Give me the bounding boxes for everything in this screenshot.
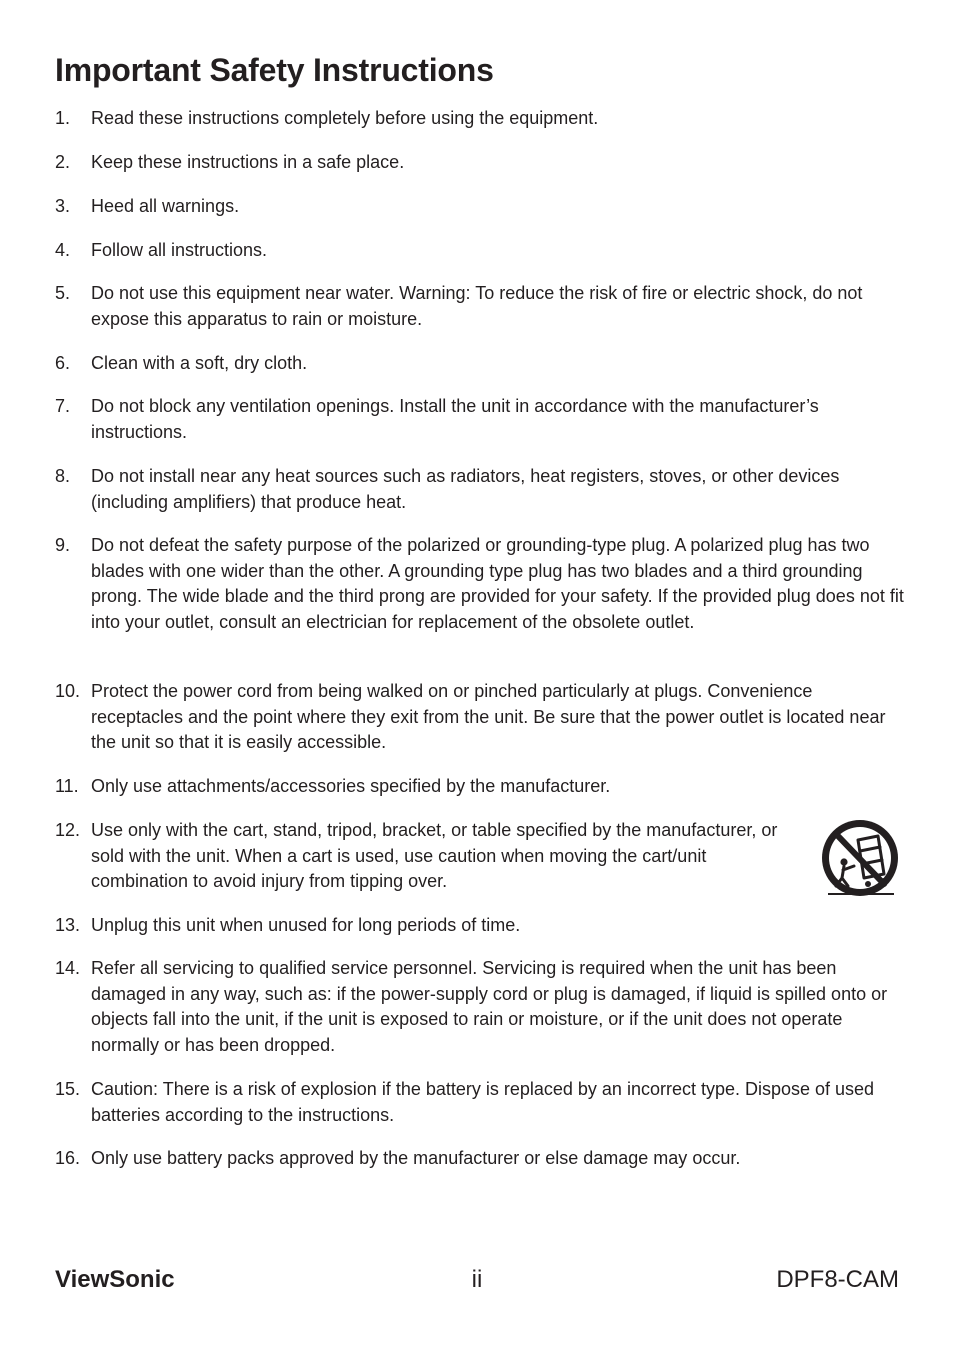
item-text: Do not use this equipment near water. Warning: To reduce the risk of fire or electric shock, do not expose this apparatus to rain or moisture.	[91, 283, 863, 329]
item-number: 8.	[55, 466, 71, 486]
instruction-item	[55, 281, 905, 332]
instruction-item	[55, 464, 905, 515]
instruction-item	[55, 1146, 905, 1172]
instruction-item	[55, 106, 905, 132]
item-text: Caution: There is a risk of explosion if the battery is replaced by an incorrect type. Dispose of used batteries according to the instructions.	[91, 1079, 875, 1125]
item-number: 16.	[55, 1148, 81, 1168]
item-text: Follow all instructions.	[91, 240, 268, 260]
item-text: Unplug this unit when unused for long periods of time.	[91, 915, 521, 935]
item-text: Do not defeat the safety purpose of the polarized or grounding-type plug. A polarized plug has two blades with one wider than the other. A grounding type plug has two blades and a third grounding prong. The wide blade and the third prong are provided for your safety. If the provided plug does not fit into your outlet, consult an electrician for replacement of the obsolete outlet.	[91, 535, 904, 632]
instruction-item	[55, 913, 905, 939]
item-number: 3.	[55, 196, 71, 216]
item-text: Keep these instructions in a safe place.	[91, 152, 405, 172]
item-number: 2.	[55, 152, 71, 172]
item-text: Do not block any ventilation openings. Install the unit in accordance with the manufacturer’s instructions.	[91, 396, 819, 442]
instruction-item	[55, 238, 905, 264]
item-text: Clean with a soft, dry cloth.	[91, 353, 308, 373]
footer-brand: ViewSonic	[55, 1266, 175, 1293]
item-number: 5.	[55, 283, 71, 303]
instruction-item	[55, 394, 905, 445]
item-text: Read these instructions completely before using the equipment.	[91, 108, 599, 128]
instruction-item	[55, 194, 905, 220]
cart-tip-over-warning-icon	[818, 818, 902, 902]
item-number: 14.	[55, 958, 81, 978]
item-number: 7.	[55, 396, 71, 416]
item-text: Refer all servicing to qualified service personnel. Servicing is required when the unit has been damaged in any way, such as: if the power-supply cord or plug is damaged, if liquid is spilled onto or objects fall into the unit, if the unit is exposed to rain or moisture, or if the unit does not operate normally or has been dropped.	[91, 958, 888, 1055]
item-text: Heed all warnings.	[91, 196, 240, 216]
footer-page-number: ii	[471, 1266, 483, 1293]
item-number: 13.	[55, 915, 81, 935]
footer-model-number: DPF8-CAM	[776, 1266, 899, 1293]
item-number: 10.	[55, 681, 81, 701]
instruction-item	[55, 351, 905, 377]
item-text: Only use attachments/accessories specified by the manufacturer.	[91, 776, 611, 796]
item-number: 11.	[55, 776, 79, 796]
item-number: 15.	[55, 1079, 81, 1099]
instruction-item	[55, 774, 905, 800]
instruction-item	[55, 533, 905, 635]
item-number: 9.	[55, 535, 71, 555]
instruction-item	[55, 1077, 905, 1128]
item-text: Do not install near any heat sources such as radiators, heat registers, stoves, or other devices (including amplifiers) that produce heat.	[91, 466, 840, 512]
instruction-item	[55, 818, 795, 895]
page-title: Important Safety Instructions	[55, 52, 494, 88]
instruction-item	[55, 150, 905, 176]
item-text: Only use battery packs approved by the manufacturer or else damage may occur.	[91, 1148, 741, 1168]
item-number: 1.	[55, 108, 71, 128]
item-text: Protect the power cord from being walked on or pinched particularly at plugs. Convenience receptacles and the point where they exit from the unit. Be sure that the power outlet is located near the unit so that it is easily accessible.	[91, 681, 886, 753]
item-number: 12.	[55, 820, 81, 840]
item-number: 6.	[55, 353, 71, 373]
instruction-item	[55, 679, 905, 756]
item-text: Use only with the cart, stand, tripod, bracket, or table specified by the manufacturer, or sold with the unit. When a cart is used, use caution when moving the cart/unit combination to avoid injury from tipping over.	[91, 820, 778, 892]
item-number: 4.	[55, 240, 71, 260]
instruction-item	[55, 956, 905, 1058]
